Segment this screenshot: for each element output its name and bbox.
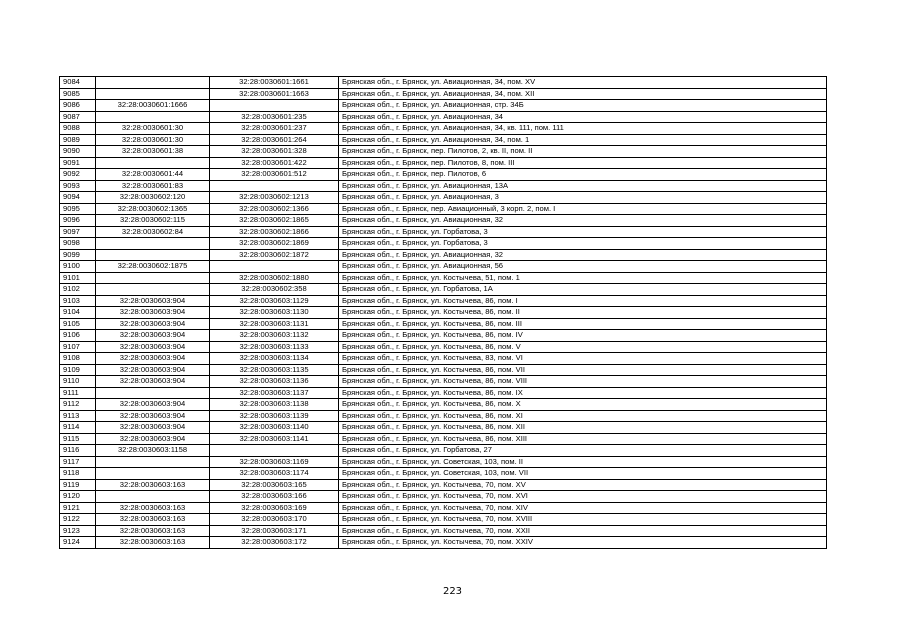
cadastral-number-cell: 32:28:0030603:1135 (210, 364, 339, 376)
row-number-cell: 9103 (60, 295, 96, 307)
cadastral-number-cell: 32:28:0030602:1865 (210, 215, 339, 227)
address-cell: Брянская обл., г. Брянск, ул. Советская, 103, пом. II (339, 456, 827, 468)
parent-cadastral-number-cell: 32:28:0030603:904 (96, 364, 210, 376)
address-cell: Брянская обл., г. Брянск, ул. Горбатова, 3 (339, 226, 827, 238)
cadastral-number-cell: 32:28:0030603:1136 (210, 376, 339, 388)
row-number-cell: 9123 (60, 525, 96, 537)
parent-cadastral-number-cell (96, 111, 210, 123)
address-cell: Брянская обл., г. Брянск, ул. Костычева, 70, пом. XVI (339, 491, 827, 503)
cadastral-number-cell: 32:28:0030601:1663 (210, 88, 339, 100)
table-row (60, 146, 827, 158)
parent-cadastral-number-cell: 32:28:0030601:1666 (96, 100, 210, 112)
table-row (60, 502, 827, 514)
row-number-cell: 9095 (60, 203, 96, 215)
address-cell: Брянская обл., г. Брянск, ул. Авиационная, 32 (339, 249, 827, 261)
parent-cadastral-number-cell: 32:28:0030602:1365 (96, 203, 210, 215)
table-row (60, 169, 827, 181)
cadastral-number-cell: 32:28:0030602:358 (210, 284, 339, 296)
table-row (60, 479, 827, 491)
cadastral-number-cell: 32:28:0030601:422 (210, 157, 339, 169)
address-cell: Брянская обл., г. Брянск, ул. Костычева, 86, пом. II (339, 307, 827, 319)
row-number-cell: 9114 (60, 422, 96, 434)
address-cell: Брянская обл., г. Брянск, ул. Авиационная, 34, пом. XII (339, 88, 827, 100)
parent-cadastral-number-cell: 32:28:0030601:38 (96, 146, 210, 158)
cadastral-number-cell: 32:28:0030603:166 (210, 491, 339, 503)
table-row (60, 272, 827, 284)
address-cell: Брянская обл., г. Брянск, ул. Костычева, 86, пом. XIII (339, 433, 827, 445)
row-number-cell: 9117 (60, 456, 96, 468)
row-number-cell: 9120 (60, 491, 96, 503)
table-row (60, 295, 827, 307)
table-row (60, 123, 827, 135)
address-cell: Брянская обл., г. Брянск, ул. Авиационная, стр. 34Б (339, 100, 827, 112)
row-number-cell: 9084 (60, 77, 96, 89)
table-row (60, 456, 827, 468)
row-number-cell: 9113 (60, 410, 96, 422)
row-number-cell: 9121 (60, 502, 96, 514)
address-cell: Брянская обл., г. Брянск, ул. Костычева, 70, пом. XIV (339, 502, 827, 514)
row-number-cell: 9112 (60, 399, 96, 411)
table-row (60, 77, 827, 89)
cadastral-number-cell (210, 261, 339, 273)
parent-cadastral-number-cell: 32:28:0030603:904 (96, 307, 210, 319)
row-number-cell: 9124 (60, 537, 96, 549)
parent-cadastral-number-cell: 32:28:0030603:904 (96, 341, 210, 353)
row-number-cell: 9088 (60, 123, 96, 135)
parent-cadastral-number-cell (96, 387, 210, 399)
cadastral-number-cell: 32:28:0030603:1132 (210, 330, 339, 342)
cadastral-number-cell (210, 445, 339, 457)
cadastral-number-cell: 32:28:0030602:1366 (210, 203, 339, 215)
parent-cadastral-number-cell: 32:28:0030602:115 (96, 215, 210, 227)
parent-cadastral-number-cell (96, 77, 210, 89)
address-cell: Брянская обл., г. Брянск, ул. Авиационная, 32 (339, 215, 827, 227)
table-row (60, 525, 827, 537)
table-row (60, 134, 827, 146)
address-cell: Брянская обл., г. Брянск, ул. Костычева, 86, пом. X (339, 399, 827, 411)
address-cell: Брянская обл., г. Брянск, ул. Костычева, 86, пом. III (339, 318, 827, 330)
address-cell: Брянская обл., г. Брянск, ул. Авиационная, 34, пом. 1 (339, 134, 827, 146)
row-number-cell: 9122 (60, 514, 96, 526)
cadastral-number-cell: 32:28:0030601:328 (210, 146, 339, 158)
table-row (60, 433, 827, 445)
address-cell: Брянская обл., г. Брянск, ул. Горбатова, 1А (339, 284, 827, 296)
cadastral-number-cell: 32:28:0030603:170 (210, 514, 339, 526)
parent-cadastral-number-cell: 32:28:0030603:163 (96, 514, 210, 526)
table-row (60, 203, 827, 215)
row-number-cell: 9119 (60, 479, 96, 491)
row-number-cell: 9107 (60, 341, 96, 353)
row-number-cell: 9100 (60, 261, 96, 273)
address-cell: Брянская обл., г. Брянск, ул. Костычева, 86, пом. V (339, 341, 827, 353)
table-row (60, 318, 827, 330)
row-number-cell: 9106 (60, 330, 96, 342)
row-number-cell: 9096 (60, 215, 96, 227)
cadastral-number-cell: 32:28:0030603:1131 (210, 318, 339, 330)
row-number-cell: 9092 (60, 169, 96, 181)
address-cell: Брянская обл., г. Брянск, ул. Костычева, 86, пом. IV (339, 330, 827, 342)
parent-cadastral-number-cell (96, 284, 210, 296)
parent-cadastral-number-cell: 32:28:0030601:30 (96, 134, 210, 146)
cadastral-number-cell: 32:28:0030603:169 (210, 502, 339, 514)
table-row (60, 157, 827, 169)
registry-table-body (60, 77, 827, 549)
table-row (60, 238, 827, 250)
parent-cadastral-number-cell: 32:28:0030603:904 (96, 318, 210, 330)
cadastral-number-cell: 32:28:0030603:1141 (210, 433, 339, 445)
table-row (60, 399, 827, 411)
row-number-cell: 9102 (60, 284, 96, 296)
row-number-cell: 9093 (60, 180, 96, 192)
cadastral-number-cell: 32:28:0030603:1134 (210, 353, 339, 365)
row-number-cell: 9118 (60, 468, 96, 480)
row-number-cell: 9115 (60, 433, 96, 445)
parent-cadastral-number-cell (96, 157, 210, 169)
cadastral-number-cell: 32:28:0030603:1169 (210, 456, 339, 468)
parent-cadastral-number-cell (96, 88, 210, 100)
row-number-cell: 9085 (60, 88, 96, 100)
row-number-cell: 9098 (60, 238, 96, 250)
cadastral-number-cell: 32:28:0030603:1138 (210, 399, 339, 411)
row-number-cell: 9101 (60, 272, 96, 284)
cadastral-number-cell: 32:28:0030601:264 (210, 134, 339, 146)
parent-cadastral-number-cell (96, 468, 210, 480)
cadastral-number-cell (210, 100, 339, 112)
cadastral-number-cell: 32:28:0030601:512 (210, 169, 339, 181)
table-row (60, 215, 827, 227)
cadastral-number-cell: 32:28:0030603:171 (210, 525, 339, 537)
cadastral-number-cell (210, 180, 339, 192)
row-number-cell: 9110 (60, 376, 96, 388)
parent-cadastral-number-cell: 32:28:0030601:83 (96, 180, 210, 192)
table-row (60, 387, 827, 399)
address-cell: Брянская обл., г. Брянск, пер. Пилотов, 6 (339, 169, 827, 181)
address-cell: Брянская обл., г. Брянск, ул. Авиационная, 34 (339, 111, 827, 123)
cadastral-registry-table (59, 76, 827, 549)
address-cell: Брянская обл., г. Брянск, ул. Костычева, 86, пом. IX (339, 387, 827, 399)
parent-cadastral-number-cell: 32:28:0030603:163 (96, 537, 210, 549)
parent-cadastral-number-cell: 32:28:0030602:84 (96, 226, 210, 238)
address-cell: Брянская обл., г. Брянск, ул. Костычева, 86, пом. I (339, 295, 827, 307)
table-row (60, 491, 827, 503)
address-cell: Брянская обл., г. Брянск, ул. Горбатова, 27 (339, 445, 827, 457)
cadastral-number-cell: 32:28:0030603:1140 (210, 422, 339, 434)
table-row (60, 111, 827, 123)
cadastral-number-cell: 32:28:0030603:1137 (210, 387, 339, 399)
parent-cadastral-number-cell: 32:28:0030603:163 (96, 525, 210, 537)
parent-cadastral-number-cell: 32:28:0030603:904 (96, 399, 210, 411)
row-number-cell: 9105 (60, 318, 96, 330)
parent-cadastral-number-cell (96, 456, 210, 468)
cadastral-number-cell: 32:28:0030601:237 (210, 123, 339, 135)
table-row (60, 180, 827, 192)
parent-cadastral-number-cell: 32:28:0030603:904 (96, 433, 210, 445)
table-row (60, 192, 827, 204)
address-cell: Брянская обл., г. Брянск, ул. Костычева, 86, пом. XII (339, 422, 827, 434)
table-row (60, 468, 827, 480)
address-cell: Брянская обл., г. Брянск, ул. Костычева, 86, пом. VII (339, 364, 827, 376)
address-cell: Брянская обл., г. Брянск, ул. Авиационная, 13А (339, 180, 827, 192)
address-cell: Брянская обл., г. Брянск, ул. Костычева, 70, пом. XXII (339, 525, 827, 537)
table-row (60, 261, 827, 273)
address-cell: Брянская обл., г. Брянск, пер. Пилотов, 8, пом. III (339, 157, 827, 169)
cadastral-number-cell: 32:28:0030603:1129 (210, 295, 339, 307)
address-cell: Брянская обл., г. Брянск, пер. Авиационный, 3 корп. 2, пом. I (339, 203, 827, 215)
parent-cadastral-number-cell: 32:28:0030601:30 (96, 123, 210, 135)
address-cell: Брянская обл., г. Брянск, пер. Пилотов, 2, кв. II, пом. II (339, 146, 827, 158)
table-row (60, 307, 827, 319)
cadastral-number-cell: 32:28:0030603:1139 (210, 410, 339, 422)
parent-cadastral-number-cell: 32:28:0030603:904 (96, 330, 210, 342)
cadastral-number-cell: 32:28:0030602:1872 (210, 249, 339, 261)
parent-cadastral-number-cell: 32:28:0030602:120 (96, 192, 210, 204)
table-row (60, 100, 827, 112)
cadastral-number-cell: 32:28:0030602:1213 (210, 192, 339, 204)
row-number-cell: 9094 (60, 192, 96, 204)
address-cell: Брянская обл., г. Брянск, ул. Костычева, 86, пом. XI (339, 410, 827, 422)
address-cell: Брянская обл., г. Брянск, ул. Костычева, 86, пом. VIII (339, 376, 827, 388)
address-cell: Брянская обл., г. Брянск, ул. Советская, 103, пом. VII (339, 468, 827, 480)
row-number-cell: 9089 (60, 134, 96, 146)
table-row (60, 341, 827, 353)
parent-cadastral-number-cell: 32:28:0030603:163 (96, 479, 210, 491)
row-number-cell: 9097 (60, 226, 96, 238)
row-number-cell: 9087 (60, 111, 96, 123)
parent-cadastral-number-cell (96, 491, 210, 503)
address-cell: Брянская обл., г. Брянск, ул. Авиационная, 3 (339, 192, 827, 204)
parent-cadastral-number-cell: 32:28:0030603:904 (96, 376, 210, 388)
parent-cadastral-number-cell: 32:28:0030603:163 (96, 502, 210, 514)
row-number-cell: 9109 (60, 364, 96, 376)
row-number-cell: 9111 (60, 387, 96, 399)
parent-cadastral-number-cell: 32:28:0030602:1875 (96, 261, 210, 273)
cadastral-number-cell: 32:28:0030603:1174 (210, 468, 339, 480)
address-cell: Брянская обл., г. Брянск, ул. Костычева, 70, пом. XXIV (339, 537, 827, 549)
parent-cadastral-number-cell: 32:28:0030603:1158 (96, 445, 210, 457)
table-row (60, 330, 827, 342)
address-cell: Брянская обл., г. Брянск, ул. Авиационная, 56 (339, 261, 827, 273)
address-cell: Брянская обл., г. Брянск, ул. Костычева, 83, пом. VI (339, 353, 827, 365)
table-row (60, 514, 827, 526)
row-number-cell: 9091 (60, 157, 96, 169)
address-cell: Брянская обл., г. Брянск, ул. Горбатова, 3 (339, 238, 827, 250)
address-cell: Брянская обл., г. Брянск, ул. Костычева, 70, пом. XV (339, 479, 827, 491)
row-number-cell: 9116 (60, 445, 96, 457)
row-number-cell: 9099 (60, 249, 96, 261)
parent-cadastral-number-cell: 32:28:0030603:904 (96, 295, 210, 307)
row-number-cell: 9086 (60, 100, 96, 112)
table-row (60, 88, 827, 100)
parent-cadastral-number-cell: 32:28:0030603:904 (96, 353, 210, 365)
table-row (60, 445, 827, 457)
table-row (60, 249, 827, 261)
parent-cadastral-number-cell: 32:28:0030603:904 (96, 410, 210, 422)
cadastral-number-cell: 32:28:0030602:1866 (210, 226, 339, 238)
table-row (60, 364, 827, 376)
cadastral-number-cell: 32:28:0030603:165 (210, 479, 339, 491)
table-row (60, 537, 827, 549)
parent-cadastral-number-cell: 32:28:0030601:44 (96, 169, 210, 181)
table-row (60, 284, 827, 296)
page-number: 223 (442, 586, 463, 597)
table-row (60, 353, 827, 365)
address-cell: Брянская обл., г. Брянск, ул. Авиационная, 34, кв. 111, пом. 111 (339, 123, 827, 135)
cadastral-number-cell: 32:28:0030603:1130 (210, 307, 339, 319)
parent-cadastral-number-cell (96, 249, 210, 261)
cadastral-number-cell: 32:28:0030603:1133 (210, 341, 339, 353)
cadastral-number-cell: 32:28:0030603:172 (210, 537, 339, 549)
table-row (60, 410, 827, 422)
table-row (60, 376, 827, 388)
cadastral-number-cell: 32:28:0030601:1661 (210, 77, 339, 89)
table-row (60, 422, 827, 434)
row-number-cell: 9090 (60, 146, 96, 158)
row-number-cell: 9104 (60, 307, 96, 319)
parent-cadastral-number-cell (96, 272, 210, 284)
table-row (60, 226, 827, 238)
parent-cadastral-number-cell (96, 238, 210, 250)
cadastral-number-cell: 32:28:0030602:1869 (210, 238, 339, 250)
address-cell: Брянская обл., г. Брянск, ул. Костычева, 51, пом. 1 (339, 272, 827, 284)
parent-cadastral-number-cell: 32:28:0030603:904 (96, 422, 210, 434)
cadastral-number-cell: 32:28:0030601:235 (210, 111, 339, 123)
address-cell: Брянская обл., г. Брянск, ул. Костычева, 70, пом. XVIII (339, 514, 827, 526)
cadastral-number-cell: 32:28:0030602:1880 (210, 272, 339, 284)
address-cell: Брянская обл., г. Брянск, ул. Авиационная, 34, пом. XV (339, 77, 827, 89)
row-number-cell: 9108 (60, 353, 96, 365)
